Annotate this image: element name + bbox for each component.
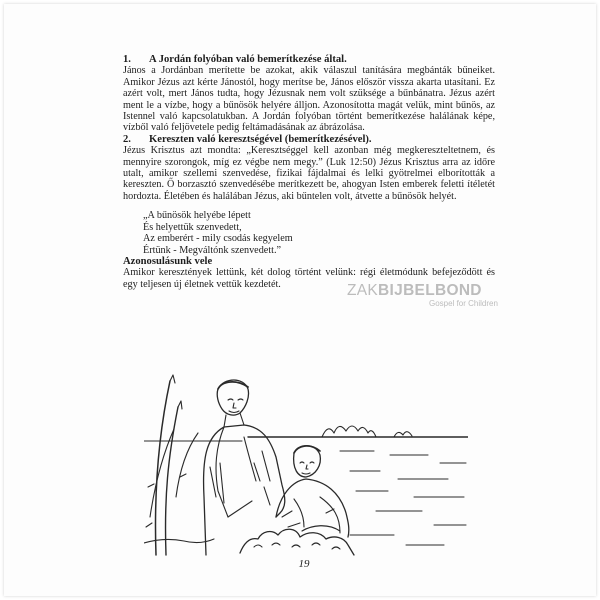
watermark-left: ZAK: [347, 282, 379, 299]
reeds: [146, 375, 198, 555]
section-2-title: Kereszten való keresztségével (bemerítkezésével).: [149, 133, 372, 145]
section-1-paragraph: János a Jordánban merítette be azokat, akik válaszul tanítására megbánták bűneiket. Amikor Jézus azt kérte Jánostól, hogy merítse be, János először vissza akarta utasítani. Ez azért volt, mert János tudta, hogy Jézusnak nem volt szüksége a bűnbánatra. Jézus azért ment le a vízbe, hogy a bűnösök helyére álljon. Azonosította magát velük, mint bűnös, az Istennel való kapcsolatukban. A Jordán folyóban történt bemerítkezése halálának képe, vízből való feljövetele pedig feltámadásának az ábrázolása.: [123, 65, 495, 134]
watermark-right: BIJBELBOND: [378, 282, 482, 299]
section-2-paragraph: Jézus Krisztus azt mondta: „Keresztséggel kell azonban még megkereszteltetnem, és mennyire szorongok, míg ez végbe nem megy.” (Luk 12:50) Jézus Krisztus arra az időre utalt, amikor szellemi szenvedése, fizikai fájdalmai és lelki gyötrelmei elborították a kereszten. Ő borzasztó szenvedésébe merítkezett be, ahogyan Isten emberek feletti ítéletét hordozta. Életében és halálában Jézus, aki bűntelen volt, átvette a bűnösök helyét.: [123, 145, 495, 202]
page-number: 19: [298, 558, 310, 570]
section-3-heading: Azonosulásunk vele: [123, 255, 213, 267]
boy-figure: [276, 446, 349, 537]
poem: [143, 210, 495, 256]
section-1-number: 1.: [123, 54, 131, 65]
section-1-heading: [123, 54, 495, 65]
poem-line: És helyettük szenvedett,: [143, 221, 242, 233]
poem-line: Értünk - Megváltónk szenvedett.”: [143, 244, 282, 256]
section-2-heading: [123, 134, 495, 145]
section-1-title: A Jordán folyóban való bemerítkezése által.: [149, 54, 347, 65]
book-page: [4, 4, 596, 596]
section-3-paragraph: Amikor keresztények lettünk, két dolog történt velünk: régi életmódunk befejeződött és egy teljesen új életnek vettük kezdetét.: [123, 267, 495, 290]
poem-line: „A bűnösök helyébe lépett: [143, 210, 251, 222]
poem-line: Az emberért - mily csodás kegyelem: [143, 233, 293, 245]
watermark-tagline: Gospel for Children: [429, 299, 498, 308]
page-text: [123, 54, 495, 290]
man-figure: [204, 380, 285, 555]
water-splash: [144, 529, 354, 555]
baptism-illustration: [144, 367, 468, 557]
far-bank-shrubs: [322, 426, 412, 437]
section-2-number: 2.: [123, 133, 131, 145]
